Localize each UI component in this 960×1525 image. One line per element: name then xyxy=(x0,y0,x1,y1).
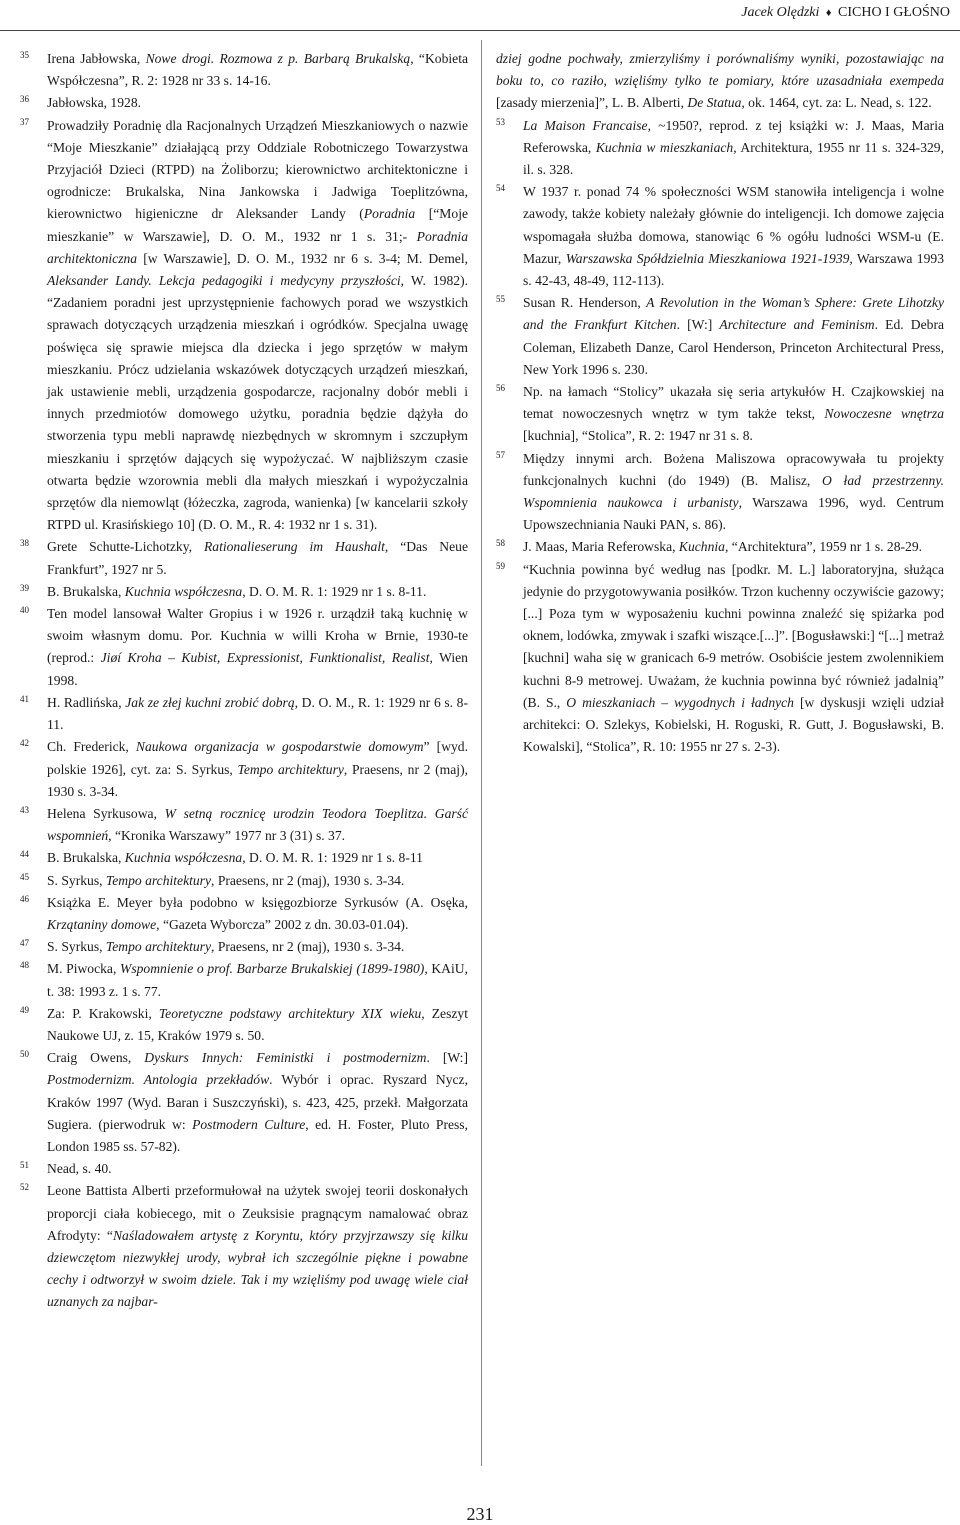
footnote-number: 49 xyxy=(20,1004,29,1015)
footnote-text xyxy=(47,603,468,692)
footnote-number: 55 xyxy=(496,294,505,305)
text-segment: Irena Jabłowska, xyxy=(47,51,146,66)
footnote-text xyxy=(47,1158,468,1180)
text-segment: , ed. H. Foster, Pluto Press, London 1985 ss. 57-82). xyxy=(47,1116,468,1154)
text-segment: , “Das Neue Frankfurt”, 1927 nr 5. xyxy=(47,539,468,577)
footnote-number: 37 xyxy=(20,116,29,127)
text-segment: , KAiU, t. 38: 1993 z. 1 s. 77. xyxy=(47,961,468,999)
footnote-number: 40 xyxy=(20,605,29,616)
text-segment: J. Maas, Maria Referowska, xyxy=(523,539,679,555)
text-segment: Grete Schutte-Lichotzky, xyxy=(47,539,204,555)
footnote-52-continuation xyxy=(496,48,944,115)
footnote-52 xyxy=(20,1180,468,1313)
italic-text: Jiøí Kroha – Kubist, Expressionist, Funktionalist, Realist xyxy=(100,650,430,666)
footnote-53 xyxy=(496,115,944,182)
italic-text: Warszawska Spółdzielnia Mieszkaniowa 1921-1939 xyxy=(565,250,850,266)
footnote-number: 59 xyxy=(496,560,505,571)
footnote-text xyxy=(47,48,468,92)
footnote-41 xyxy=(20,692,468,736)
page-number: 231 xyxy=(466,1504,494,1524)
footnote-text xyxy=(47,736,468,803)
text-segment: Jabłowska, 1928. xyxy=(47,95,142,111)
footnote-43 xyxy=(20,803,468,847)
italic-text: W setną rocznicę urodzin Teodora Toeplitza. Garść wspomnień xyxy=(47,805,468,844)
page-header xyxy=(0,0,960,30)
text-segment: H. Radlińska, xyxy=(47,694,126,710)
footnote-number: 52 xyxy=(20,1182,29,1193)
italic-text: Wspomnienie o prof. Barbarze Brukalskiej (1899-1980) xyxy=(120,961,425,977)
running-head xyxy=(350,5,950,21)
footnote-text xyxy=(47,803,468,847)
italic-text: O ład przestrzenny. Wspomnienia naukowca i urbanisty xyxy=(523,472,944,511)
text-segment: [w Warszawie], D. O. M., 1932 nr 6 s. 3-4; M. Demel, xyxy=(137,250,468,266)
running-head-author: Jacek Olędzki xyxy=(741,5,820,20)
italic-text: Kuchnia współczesna xyxy=(124,583,243,599)
footnote-text xyxy=(47,115,468,537)
italic-text: Kuchnia xyxy=(678,539,725,555)
footnote-number: 36 xyxy=(20,94,29,105)
footnote-40 xyxy=(20,603,468,692)
italic-text: Tempo architektury xyxy=(105,939,212,955)
footnote-56 xyxy=(496,381,944,448)
text-segment: , ok. 1464, cyt. za: L. Nead, s. 122. xyxy=(741,95,932,111)
italic-text: O mieszkaniach – wygodnych i ładnych xyxy=(566,694,794,710)
text-segment: . [W:] xyxy=(426,1050,468,1066)
footnote-text xyxy=(47,92,468,114)
footnote-text xyxy=(47,958,468,1002)
italic-text: Naukowa organizacja w gospodarstwie domowym xyxy=(135,739,424,755)
text-segment: Leone Battista Alberti przeformułował na użytek swojej teorii doskonałych proporcji ciała kobiecego, mit o Zeuksisie pragnącym namalować obraz Afrodyty: “ xyxy=(47,1183,468,1243)
text-segment: “Kuchnia powinna być według nas [podkr. M. L.] laboratoryjna, służąca jedynie do przygotowywania posiłków. Trzon kuchenny oczywiście gazowy; [...] Poza tym w wyposażeniu kuchni powinna znaleźć się spiżarka pod oknem, lodówka, zmywak i szafki wiszące.[...]”. [Bogusławski:] “[...] metraż [kuchni] waha się w granicach 6-9 metrów. Osobiście jestem zwolennikiem kuchni 8-9 metrowej. Uważam, że kuchnia powinna być również jadalnią” (B. S., xyxy=(523,561,944,710)
text-segment: . [W:] xyxy=(676,317,720,333)
text-segment: Susan R. Henderson, xyxy=(523,295,647,311)
text-segment: Craig Owens, xyxy=(47,1050,145,1066)
footnote-44 xyxy=(20,847,468,869)
text-segment: ” [wyd. polskie 1926], cyt. za: S. Syrkus, xyxy=(47,739,468,777)
footnote-48 xyxy=(20,958,468,1002)
footnotes-right-column xyxy=(496,48,944,759)
running-head-title: CICHO I GŁOŚNO xyxy=(838,5,950,20)
footnote-text xyxy=(47,936,468,958)
footnote-number: 41 xyxy=(20,693,29,704)
text-segment: . Wybór i oprac. Ryszard Nycz, Kraków 1997 (Wyd. Baran i Suszczyński), s. 423, 425, przekł. Małgorzata Sugiera. (pierwodruk w: xyxy=(47,1072,468,1132)
text-segment: Ten model lansował Walter Gropius i w 1926 r. urządził taką kuchnię w swoim własnym domu. Por. Kuchnia w willi Kroha w Brnie, 1930-te (reprod.: xyxy=(47,606,468,666)
text-segment: Np. na łamach “Stolicy” ukazała się seria artykułów H. Czajkowskiej na temat nowoczesnych wnętrz w tym także tekst, xyxy=(523,384,944,422)
footnote-number: 46 xyxy=(20,893,29,904)
footnote-42 xyxy=(20,736,468,803)
footnote-45 xyxy=(20,870,468,892)
footnote-number: 48 xyxy=(20,960,29,971)
footnote-text xyxy=(47,581,468,603)
text-segment: M. Piwocka, xyxy=(47,961,120,977)
italic-text: Naśladowałem artystę z Koryntu, który przyjrzawszy się kilku dziewczętom niezwykłej urody, wybrał ich szczególnie piękne i powabne cechy i odtworzył w swoim dziele. Tak i my wzięliśmy pod uwagę wiele ciał uznanych za najbar- xyxy=(47,1227,469,1310)
diamond-icon: ♦ xyxy=(825,7,832,19)
italic-text: La Maison Francaise xyxy=(523,117,648,133)
footnote-text xyxy=(47,892,468,936)
footnote-58 xyxy=(496,536,944,558)
text-segment: B. Brukalska, xyxy=(47,583,125,599)
footnote-38 xyxy=(20,536,468,580)
text-segment: [“Moje mieszkanie” w Warszawie], D. O. M., 1932 nr 1 s. 31;- xyxy=(47,206,468,244)
footnote-text xyxy=(523,115,944,182)
italic-text: Nowoczesne wnętrza xyxy=(824,406,945,422)
footnote-text xyxy=(47,1047,468,1158)
header-rule xyxy=(0,30,960,31)
italic-text: Jak ze złej kuchni zrobić dobrą xyxy=(125,694,295,710)
italic-text: Poradnia xyxy=(363,206,416,222)
footnote-59 xyxy=(496,559,944,759)
footnote-number: 44 xyxy=(20,849,29,860)
footnote-number: 39 xyxy=(20,582,29,593)
footnote-text xyxy=(523,559,944,759)
footnote-46 xyxy=(20,892,468,936)
italic-text: dziej godne pochwały, zmierzyliśmy i porównaliśmy wyniki, pozostawiając na boku to, co raziło, wzięliśmy tylko te pomiary, które uzasadniała exempeda xyxy=(496,51,944,89)
italic-text: A Revolution in the Woman’s Sphere: Grete Lihotzky and the Frankfurt Kitchen xyxy=(523,295,944,333)
footnote-text xyxy=(47,847,468,869)
footnote-49 xyxy=(20,1003,468,1047)
footnote-text xyxy=(47,692,468,736)
italic-text: Postmodern Culture xyxy=(192,1116,306,1132)
footnote-number: 57 xyxy=(496,449,505,460)
text-segment: S. Syrkus, xyxy=(47,939,106,955)
text-segment: B. Brukalska, xyxy=(47,850,125,866)
text-segment: , “Architektura”, 1959 nr 1 s. 28-29. xyxy=(724,539,923,555)
italic-text: Nowe drogi. Rozmowa z p. Barbarą Brukalską xyxy=(145,51,411,66)
text-segment: , “Gazeta Wyborcza” 2002 z dn. 30.03-01.04). xyxy=(156,916,409,932)
footnote-text xyxy=(523,536,944,558)
footnote-number: 38 xyxy=(20,538,29,549)
text-segment: , Praesens, nr 2 (maj), 1930 s. 3-34. xyxy=(211,939,405,955)
italic-text: Tempo architektury xyxy=(105,872,212,888)
text-segment: Za: P. Krakowski, xyxy=(47,1005,159,1021)
footnote-text xyxy=(523,448,944,537)
text-segment: Nead, s. 40. xyxy=(47,1161,112,1177)
footnote-text xyxy=(47,1003,468,1047)
footnote-text xyxy=(523,181,944,292)
italic-text: Dyskurs Innych: Feministki i postmodernizm xyxy=(144,1050,427,1066)
footnotes-left-column xyxy=(20,48,468,1314)
text-segment: , Zeszyt Naukowe UJ, z. 15, Kraków 1979 s. 50. xyxy=(47,1005,468,1043)
italic-text: De Statua xyxy=(687,95,742,111)
italic-text: Poradnia architektoniczna xyxy=(47,228,468,266)
italic-text: Rationalieserung im Haushalt xyxy=(203,539,385,555)
footnote-number: 47 xyxy=(20,938,29,949)
text-segment: [zasady mierzenia]”, L. B. Alberti, xyxy=(496,95,688,111)
text-segment: Ch. Frederick, xyxy=(47,739,136,755)
text-segment: , Praesens, nr 2 (maj), 1930 s. 3-34. xyxy=(211,872,405,888)
footnote-39 xyxy=(20,581,468,603)
text-segment: , “Kobieta Współczesna”, R. 2: 1928 nr 33 s. 14-16. xyxy=(47,51,468,89)
footnote-number: 56 xyxy=(496,383,505,394)
text-segment: , D. O. M., R. 1: 1929 nr 6 s. 8-11. xyxy=(47,694,469,733)
footnote-text xyxy=(47,1180,468,1313)
italic-text: Aleksander Landy. Lekcja pedagogiki i medycyny przyszłości xyxy=(47,273,401,289)
italic-text: Architecture and Feminism xyxy=(719,317,875,333)
text-segment: W 1937 r. ponad 74 % społeczności WSM stanowiła inteligencja i wolne zawody, także kobiety należały głównie do inteligencji. Ich domowe zajęcia wspomagała służba domowa, stanowiąc 6 % ogółu ludności WSM-u (E. Mazur, xyxy=(523,184,944,266)
italic-text: Postmodernizm. Antologia przekładów xyxy=(47,1072,270,1088)
text-segment: Helena Syrkusowa, xyxy=(47,805,165,821)
text-segment: , Warszawa 1993 s. 42-43, 48-49, 112-113). xyxy=(523,250,944,289)
footnote-number: 53 xyxy=(496,116,505,127)
footnote-57 xyxy=(496,448,944,537)
text-segment: , D. O. M. R. 1: 1929 nr 1 s. 8-11 xyxy=(242,850,423,866)
text-segment: S. Syrkus, xyxy=(47,872,106,888)
footnote-number: 42 xyxy=(20,738,29,749)
footnote-37 xyxy=(20,115,468,537)
footnote-number: 58 xyxy=(496,538,505,549)
footnote-54 xyxy=(496,181,944,292)
footnote-51 xyxy=(20,1158,468,1180)
footnote-36 xyxy=(20,92,468,114)
footnote-47 xyxy=(20,936,468,958)
column-divider xyxy=(481,40,482,1466)
text-segment: [kuchnia], “Stolica”, R. 2: 1947 nr 31 s. 8. xyxy=(523,428,753,444)
italic-text: Teoretyczne podstawy architektury XIX wieku xyxy=(158,1005,422,1021)
footnote-number: 51 xyxy=(20,1160,29,1171)
footnote-number: 35 xyxy=(20,50,29,60)
footnote-number: 43 xyxy=(20,804,29,815)
text-segment: [w dyskusji wzięli udział architekci: O. Szlekys, Kobielski, H. Roguski, R. Gutt, J. Bogusławski, B. Kowalski], “Stolica”, R. 10: 1955 nr 27 s. 2-3). xyxy=(523,694,944,755)
footnote-55 xyxy=(496,292,944,381)
text-segment: Między innymi arch. Bożena Maliszowa opracowywała tu projekty funkcjonalnych kuchni (do 1949) (B. Malisz, xyxy=(523,450,944,488)
italic-text: Kuchnia współczesna xyxy=(124,850,243,866)
text-segment: Prowadziły Poradnię dla Racjonalnych Urządzeń Mieszkaniowych o nazwie “Moje Mieszkanie” działającą przy Oddziale Robotniczego Towarzystwa Przyjaciół Dzieci (RTPD) na Żoliborzu; kierownictwo architektoniczne i ogrodnicze: Brukalska, Nina Jankowska i Jadwiga Toeplitzówna, kierownictwo higieniczne dr Aleksander Landy ( xyxy=(47,117,468,222)
text-segment: . Ed. Debra Coleman, Elizabeth Danze, Carol Henderson, Princeton Architectural Press, New York 1996 s. 230. xyxy=(523,317,945,377)
text-segment: , “Kronika Warszawy” 1977 nr 3 (31) s. 37. xyxy=(108,828,346,844)
footnote-text xyxy=(523,292,944,381)
italic-text: Kuchnia w mieszkaniach xyxy=(595,139,734,155)
text-segment: , Architektura, 1955 nr 11 s. 324-329, il. s. 328. xyxy=(523,139,944,178)
footnote-text xyxy=(47,536,468,580)
text-segment: , Praesens, nr 2 (maj), 1930 s. 3-34. xyxy=(47,761,468,799)
footnote-35 xyxy=(20,48,468,92)
footnote-text xyxy=(47,870,468,892)
text-segment: , Wien 1998. xyxy=(47,650,468,688)
footnote-number: 45 xyxy=(20,871,29,882)
text-segment: , D. O. M. R. 1: 1929 nr 1 s. 8-11. xyxy=(242,583,427,599)
footnote-text xyxy=(523,381,944,448)
footnote-number: 54 xyxy=(496,183,505,194)
text-segment: Książka E. Meyer była podobno w księgozbiorze Syrkusów (A. Osęka, xyxy=(47,894,468,910)
footnote-50 xyxy=(20,1047,468,1158)
italic-text: Tempo architektury xyxy=(237,761,344,777)
text-segment: , W. 1982). “Zadaniem poradni jest uprzystępnienie fachowych porad we wszystkich sprawach dotyczących urządzenia mieszkań i ogródków. Specjalna uwagę poświęca się sprawie miejsca dla dziecka i jego sprzętów w małym mieszkaniu. Prócz udzielania wskazówek dotyczących urządzeń mieszkań, jak ustawienie mebli, urządzenia gospodarcze, racjonalny dobór mebli i innych przedmiotów domowego użytku, poradnia będzie dążyła do stworzenia typu mebli naprawdę niezbędnych w skromnym i szczupłym mieszkaniu i sprzętów dających się wypożyczać. W najbliższym czasie otwarta będzie wzorownia mebli dla małych mieszkań i wypożyczalnia sprzętów dla niemowląt (łóżeczka, zagroda, wanienka) [w kancelarii szkoły RTPD ul. Krasińskiego 10] (D. O. M., R. 4: 1932 nr 1 s. 31). xyxy=(47,273,468,533)
footnote-number: 50 xyxy=(20,1049,29,1060)
text-segment: , ~1950?, reprod. z tej książki w: J. Maas, Maria Referowska, xyxy=(523,117,945,155)
text-segment: , Warszawa 1996, wyd. Centrum Upowszechniania Nauki PAN, s. 86). xyxy=(523,495,944,533)
italic-text: Krzątaniny domowe xyxy=(47,916,157,932)
